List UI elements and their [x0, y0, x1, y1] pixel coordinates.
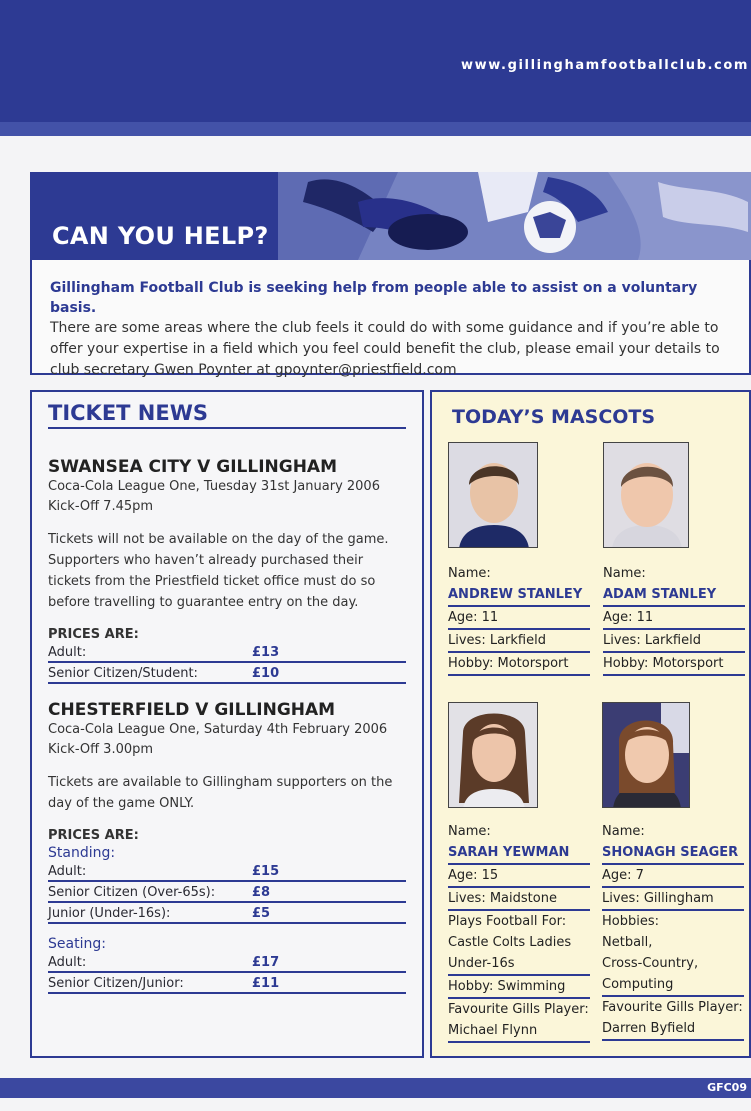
mascot-hobby-item: Computing	[602, 974, 744, 997]
mascot-fav-player: Michael Flynn	[448, 1020, 590, 1043]
mascot-plays-team: Under-16s	[448, 953, 590, 976]
mascot-photo	[448, 702, 538, 808]
price-row	[48, 642, 406, 663]
match-kickoff: Kick-Off 7.45pm	[48, 499, 154, 514]
price-label: Junior (Under-16s):	[48, 906, 171, 921]
mascots-panel	[430, 390, 751, 1058]
mascot-name: ANDREW STANLEY	[448, 584, 590, 607]
name-label: Name:	[602, 824, 645, 839]
mascot-age: Age: 15	[448, 865, 590, 888]
mascot-hobby: Hobby: Swimming	[448, 976, 590, 999]
match-kickoff: Kick-Off 3.00pm	[48, 742, 154, 757]
football-action-photo	[278, 172, 751, 260]
standing-label: Standing:	[48, 845, 116, 861]
mascot-photo	[602, 702, 690, 808]
help-lead: Gillingham Football Club is seeking help from people able to assist on a voluntary basis.	[50, 280, 698, 316]
match-title: SWANSEA CITY V GILLINGHAM	[48, 457, 337, 477]
price-label: Senior Citizen/Student:	[48, 666, 198, 681]
mascot-name: SARAH YEWMAN	[448, 842, 590, 865]
price-label: Adult:	[48, 645, 87, 660]
mascot-hobby-item: Netball,	[602, 935, 653, 950]
price-row	[48, 663, 406, 684]
name-label: Name:	[448, 566, 491, 581]
footer-band	[0, 1078, 751, 1098]
name-label: Name:	[448, 824, 491, 839]
mascot-fav-player: Darren Byfield	[602, 1018, 744, 1041]
match-title: CHESTERFIELD V GILLINGHAM	[48, 700, 336, 720]
help-header	[30, 172, 751, 260]
price-value: £11	[252, 976, 280, 991]
help-text: There are some areas where the club feels it could do with some guidance and if you’re able to offer your expertise in a field which you feel could benefit the club, please email your details to club secretary Gwen Poynter at gpoynter@priestfield.com	[50, 320, 720, 378]
match-competition: Coca-Cola League One, Saturday 4th February 2006	[48, 722, 388, 737]
mascot-hobby: Hobby: Motorsport	[603, 653, 745, 676]
ticket-news-panel	[30, 390, 424, 1058]
mascot-name: SHONAGH SEAGER	[602, 842, 744, 865]
price-label: Senior Citizen (Over-65s):	[48, 885, 216, 900]
mascot-age: Age: 7	[602, 865, 744, 888]
price-value: £10	[252, 666, 280, 681]
help-body	[30, 260, 751, 378]
ticket-news-title: TICKET NEWS	[48, 401, 406, 429]
header-stripe	[0, 122, 751, 136]
mascot-hobbies-label: Hobbies:	[602, 914, 659, 929]
price-row	[48, 903, 406, 924]
seating-label: Seating:	[48, 936, 106, 952]
mascot-fav-label: Favourite Gills Player:	[602, 1000, 743, 1015]
prices-heading: PRICES ARE:	[48, 828, 139, 843]
mascot-lives: Lives: Larkfield	[448, 630, 590, 653]
price-row	[48, 973, 406, 994]
mascot-plays-label: Plays Football For:	[448, 914, 567, 929]
mascots-title: TODAY’S MASCOTS	[452, 406, 656, 428]
website-url: www.gillinghamfootballclub.com	[461, 58, 749, 73]
price-value: £5	[252, 906, 271, 921]
header-band	[0, 0, 751, 122]
page-number: GFC09	[707, 1081, 747, 1094]
mascot-lives: Lives: Maidstone	[448, 888, 590, 911]
price-value: £15	[252, 864, 280, 879]
price-row	[48, 861, 406, 882]
mascot-hobby-item: Cross-Country,	[602, 956, 699, 971]
price-row	[48, 952, 406, 973]
match-description: Tickets are available to Gillingham supporters on the day of the game ONLY.	[48, 775, 393, 811]
price-label: Senior Citizen/Junior:	[48, 976, 184, 991]
mascot-lives: Lives: Larkfield	[603, 630, 745, 653]
price-value: £13	[252, 645, 280, 660]
mascot-fav-label: Favourite Gills Player:	[448, 1002, 589, 1017]
price-value: £17	[252, 955, 280, 970]
match-competition: Coca-Cola League One, Tuesday 31st January 2006	[48, 479, 380, 494]
name-label: Name:	[603, 566, 646, 581]
match-description: Tickets will not be available on the day of the game. Supporters who haven’t already purchased their tickets from the Priestfield ticket office must do so before travelling to guarantee entry on the day.	[48, 532, 389, 610]
mascot-lives: Lives: Gillingham	[602, 888, 744, 911]
price-row	[48, 882, 406, 903]
mascot-photo	[603, 442, 689, 548]
price-value: £8	[252, 885, 271, 900]
mascot-name: ADAM STANLEY	[603, 584, 745, 607]
mascot-photo	[448, 442, 538, 548]
mascot-age: Age: 11	[603, 607, 745, 630]
price-label: Adult:	[48, 955, 87, 970]
mascot-plays-team: Castle Colts Ladies	[448, 935, 572, 950]
mascot-age: Age: 11	[448, 607, 590, 630]
prices-heading: PRICES ARE:	[48, 627, 139, 642]
help-title: CAN YOU HELP?	[52, 222, 269, 250]
mascot-hobby: Hobby: Motorsport	[448, 653, 590, 676]
price-label: Adult:	[48, 864, 87, 879]
